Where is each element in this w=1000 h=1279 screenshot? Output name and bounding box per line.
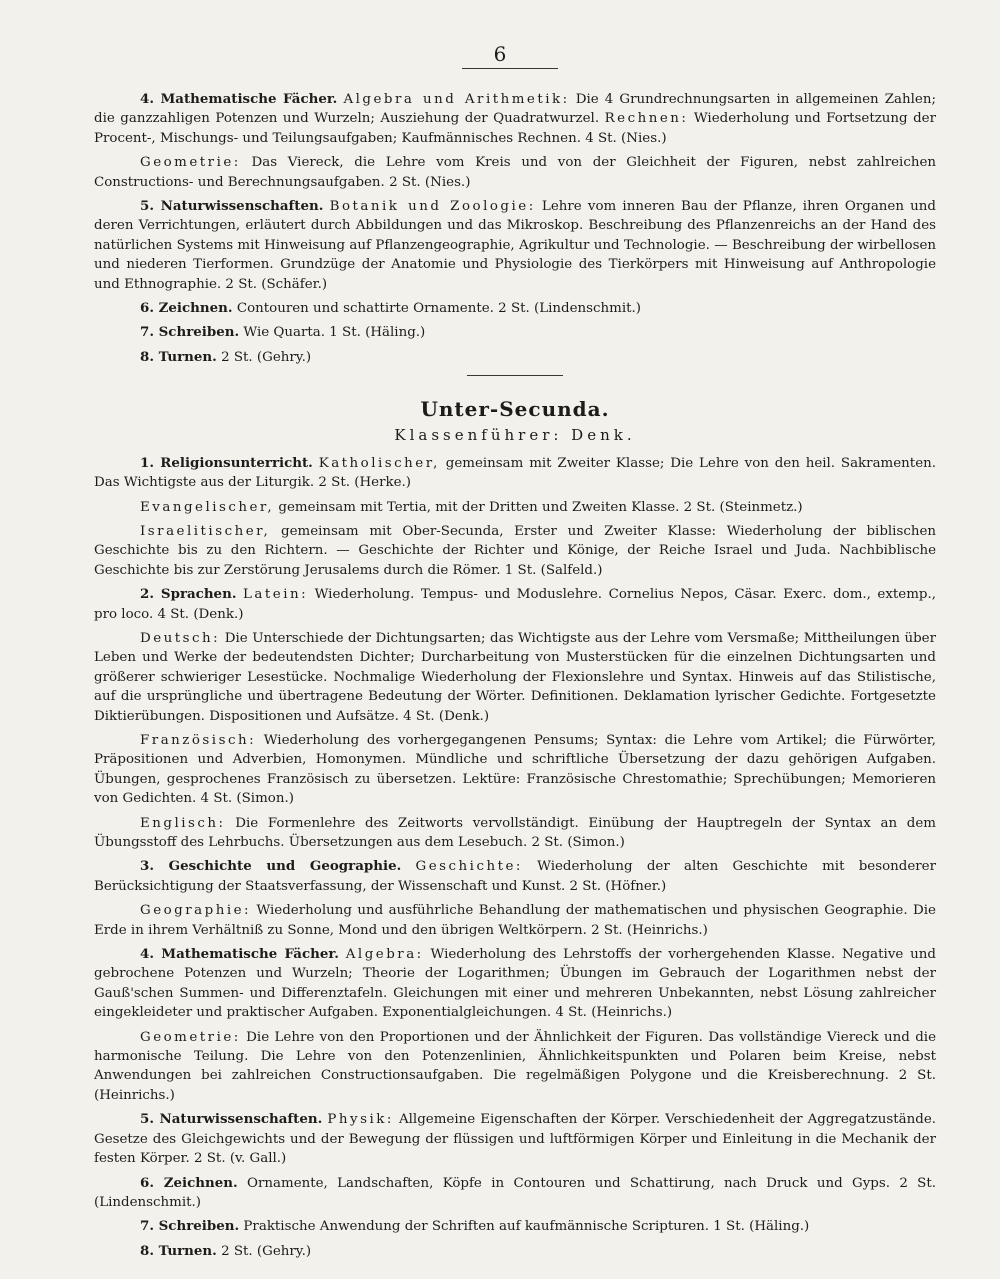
paragraph xyxy=(94,731,936,809)
divider-rule xyxy=(467,375,563,376)
paragraph xyxy=(94,1242,936,1261)
paragraph xyxy=(94,197,936,294)
subject-label: Katholischer, xyxy=(318,455,440,471)
paragraph xyxy=(94,585,936,624)
paragraph xyxy=(94,299,936,318)
paragraph xyxy=(94,323,936,342)
paragraph xyxy=(94,629,936,726)
subject-label: Israelitischer, xyxy=(140,523,271,539)
paragraph-text: Praktische Anwendung der Schriften auf kaufmännische Scripturen. 1 St. (Häling.) xyxy=(243,1219,810,1235)
class-leader: Klassenführer: Denk. xyxy=(394,426,636,445)
subject-label: Latein: xyxy=(243,587,309,603)
subject-label: Physik: xyxy=(327,1112,394,1128)
subject-label: Geometrie: xyxy=(140,1029,241,1045)
subject-label: Geschichte: xyxy=(415,859,523,875)
paragraph-text: Wiederholung und ausführliche Behandlung der mathematischen und physischen Geographie. Die Erde in ihrem Verhältniß zu Sonne, Mond und den übrigen Weltkörpern. 2 St. (Heinrichs.) xyxy=(94,903,936,938)
paragraph-text: gemeinsam mit Tertia, mit der Dritten und Zweiten Klasse. 2 St. (Steinmetz.) xyxy=(274,499,803,515)
page-number-rule xyxy=(462,68,558,69)
paragraph xyxy=(94,90,936,148)
paragraph xyxy=(94,153,936,192)
paragraph-text: Die 4 Grundrechnungsarten in allgemeinen Zahlen; die ganzzahligen Potenzen und Wurzeln; Ausziehung der Quadratwurzel. xyxy=(94,92,936,127)
section-title: Unter-Secunda. xyxy=(420,397,610,422)
paragraph xyxy=(94,814,936,853)
subject-label: Algebra und Arithmetik: xyxy=(343,92,570,107)
page-number: 6 xyxy=(493,42,507,66)
paragraph-text: Die Lehre von den Proportionen und der Ähnlichkeit der Figuren. Das vollständige Viereck und die harmonische Teilung. Die Lehre von den Potenzenlinien, Ähnlichkeitspunkten und Polaren beim Kreise, nebst Anwendungen bei zahlreichen Constructionsaufgaben. Die regelmäßigen Polygone und die Kreisberechnung. 2 St. (Heinrichs.) xyxy=(94,1029,936,1103)
paragraph-text: Wiederholung des Lehrstoffs der vorhergehenden Klasse. Negative und gebrochene Potenzen und Wurzeln; Theorie der Logarithmen; Übungen im Gebrauch der Logarithmen nebst der Gauß'schen Summen- und Differenztafeln. Gleichungen mit einer und mehreren Unbekannten, nebst Lösung zahlreicher eingekleideter und praktischer Aufgaben. Exponentialgleichungen. 4 St. (Heinrichs.) xyxy=(94,947,936,1021)
paragraph xyxy=(94,1174,936,1213)
top-block xyxy=(94,90,936,367)
paragraph-text: Das Viereck, die Lehre vom Kreis und von der Gleichheit der Figuren, nebst zahlreichen Constructions- und Berechnungsaufgaben. 2 St. (Nies.) xyxy=(94,155,936,190)
paragraph xyxy=(94,1028,936,1106)
page-content xyxy=(94,90,936,1266)
paragraph-heading: 4. Mathematische Fächer. xyxy=(140,91,338,107)
paragraph-heading: 1. Religionsunterricht. xyxy=(140,454,313,471)
subject-label: Deutsch: xyxy=(140,630,221,646)
paragraph xyxy=(94,857,936,896)
bottom-block xyxy=(94,454,936,1261)
paragraph-text: 2 St. (Gehry.) xyxy=(221,349,312,365)
paragraph-heading: 4. Mathematische Fächer. xyxy=(140,946,339,963)
paragraph-text: Die Formenlehre des Zeitworts vervollständigt. Einübung der Hauptregeln der Syntax an dem Übungsstoff des Lehrbuchs. Übersetzungen aus dem Lesebuch. 2 St. (Simon.) xyxy=(94,815,936,850)
paragraph-heading: 7. Schreiben. xyxy=(140,324,240,341)
paragraph xyxy=(94,901,936,940)
paragraph-text: Ornamente, Landschaften, Köpfe in Contouren und Schattirung, nach Druck und Gyps. 2 St. (Lindenschmit.) xyxy=(94,1175,936,1210)
paragraph xyxy=(94,522,936,580)
paragraph-heading: 5. Naturwissenschaften. xyxy=(140,198,324,215)
paragraph-heading: 7. Schreiben. xyxy=(140,1218,240,1235)
paragraph xyxy=(94,1110,936,1168)
paragraph xyxy=(94,945,936,1023)
subject-label: Botanik und Zoologie: xyxy=(329,199,536,215)
paragraph-heading: 8. Turnen. xyxy=(140,1242,217,1259)
paragraph-text: 2 St. (Gehry.) xyxy=(221,1243,312,1259)
paragraph-heading: 2. Sprachen. xyxy=(140,586,237,603)
paragraph xyxy=(94,348,936,367)
subject-label: Französisch: xyxy=(140,732,257,748)
subject-label: Geographie: xyxy=(140,903,252,919)
paragraph-text: Contouren und schattirte Ornamente. 2 St. (Lindenschmit.) xyxy=(236,301,641,317)
paragraph xyxy=(94,1217,936,1236)
paragraph-text: Wiederholung der alten Geschichte mit besonderer Berücksichtigung der Staatsverfassung, der Wissenschaft und Kunst. 2 St. (Höfner.) xyxy=(94,859,936,894)
subject-label: Evangelischer, xyxy=(140,499,275,515)
paragraph-heading: 6. Zeichnen. xyxy=(140,1174,238,1191)
paragraph-text: Wiederholung. Tempus- und Moduslehre. Cornelius Nepos, Cäsar. Exerc. dom., extemp., pro loco. 4 St. (Denk.) xyxy=(94,587,936,622)
paragraph-heading: 6. Zeichnen. xyxy=(140,300,233,317)
paragraph-text: Lehre vom inneren Bau der Pflanze, ihren Organen und deren Verrichtungen, erläutert durch Abbildungen und das Mikroskop. Beschreibung des Pflanzenreichs an der Hand des natürlichen Systems mit Hinweisung auf Pflanzengeographie, Agrikultur und Technologie. — Beschreibung der wirbellosen und niederen Tierformen. Grundzüge der Anatomie und Physiologie des Tierkörpers mit Hinweisung auf Anthropologie und Ethnographie. 2 St. (Schäfer.) xyxy=(94,199,937,292)
paragraph xyxy=(94,454,936,493)
paragraph-text: Wiederholung des vorhergegangenen Pensums; Syntax: die Lehre vom Artikel; die Fürwörter, Präpositionen und Adverbien, Homonymen. Mündliche und schriftliche Übersetzung der dazu gehörigen Aufgaben. Übungen, gesprochenes Französisch zu übersetzen. Lektüre: Französische Chrestomathie; Sprechübungen; Memorieren von Gedichten. 4 St. (Simon.) xyxy=(94,732,936,807)
paragraph-text: Wiederholung und Fortsetzung der Procent-, Mischungs- und Teilungsaufgaben; Kaufmännisches Rechnen. 4 St. (Nies.) xyxy=(94,111,936,146)
paragraph-text: Die Unterschiede der Dichtungsarten; das Wichtigste aus der Lehre vom Versmaße; Mittheilungen über Leben und Werke der bedeutendsten Dichter; Durcharbeitung von Musterstücken für die einzelnen Dichtungsarten und größerer schwieriger Lesestücke. Nochmalige Wiederholung der Flexionslehre und Syntax. Hinweis auf das Stilistische, auf die ursprüngliche und übertragene Bedeutung der Wörter. Definitionen. Deklamation lyrischer Gedichte. Fortgesetzte Diktierübungen. Dispositionen und Aufsätze. 4 St. (Denk.) xyxy=(94,630,936,724)
paragraph-text: gemeinsam mit Zweiter Klasse; Die Lehre von den heil. Sakramenten. Das Wichtigste aus der Liturgik. 2 St. (Herke.) xyxy=(94,455,936,491)
subject-label: Englisch: xyxy=(140,815,226,831)
paragraph-heading: 3. Geschichte und Geographie. xyxy=(140,858,402,875)
subject-label: Geometrie: xyxy=(140,155,241,171)
paragraph-text: Allgemeine Eigenschaften der Körper. Verschiedenheit der Aggregatzustände. Gesetze des Gleichgewichts und der Bewegung der flüssigen und luftförmigen Körper und Einleitung in die Mechanik der festen Körper. 2 St. (v. Gall.) xyxy=(94,1112,936,1167)
paragraph-text: gemeinsam mit Ober-Secunda, Erster und Zweiter Klasse: Wiederholung der biblischen Geschichte bis zu den Richtern. — Geschichte der Richter und Könige, der Reiche Israel und Juda. Nachbiblische Geschichte bis zur Zerstörung Jerusalems durch die Römer. 1 St. (Salfeld.) xyxy=(94,523,936,578)
paragraph-heading: 8. Turnen. xyxy=(140,348,217,365)
paragraph-text: Wie Quarta. 1 St. (Häling.) xyxy=(243,325,426,341)
paragraph-heading: 5. Naturwissenschaften. xyxy=(140,1111,323,1128)
paragraph xyxy=(94,498,936,517)
subject-label: Rechnen: xyxy=(604,111,689,127)
subject-label: Algebra: xyxy=(345,947,424,963)
